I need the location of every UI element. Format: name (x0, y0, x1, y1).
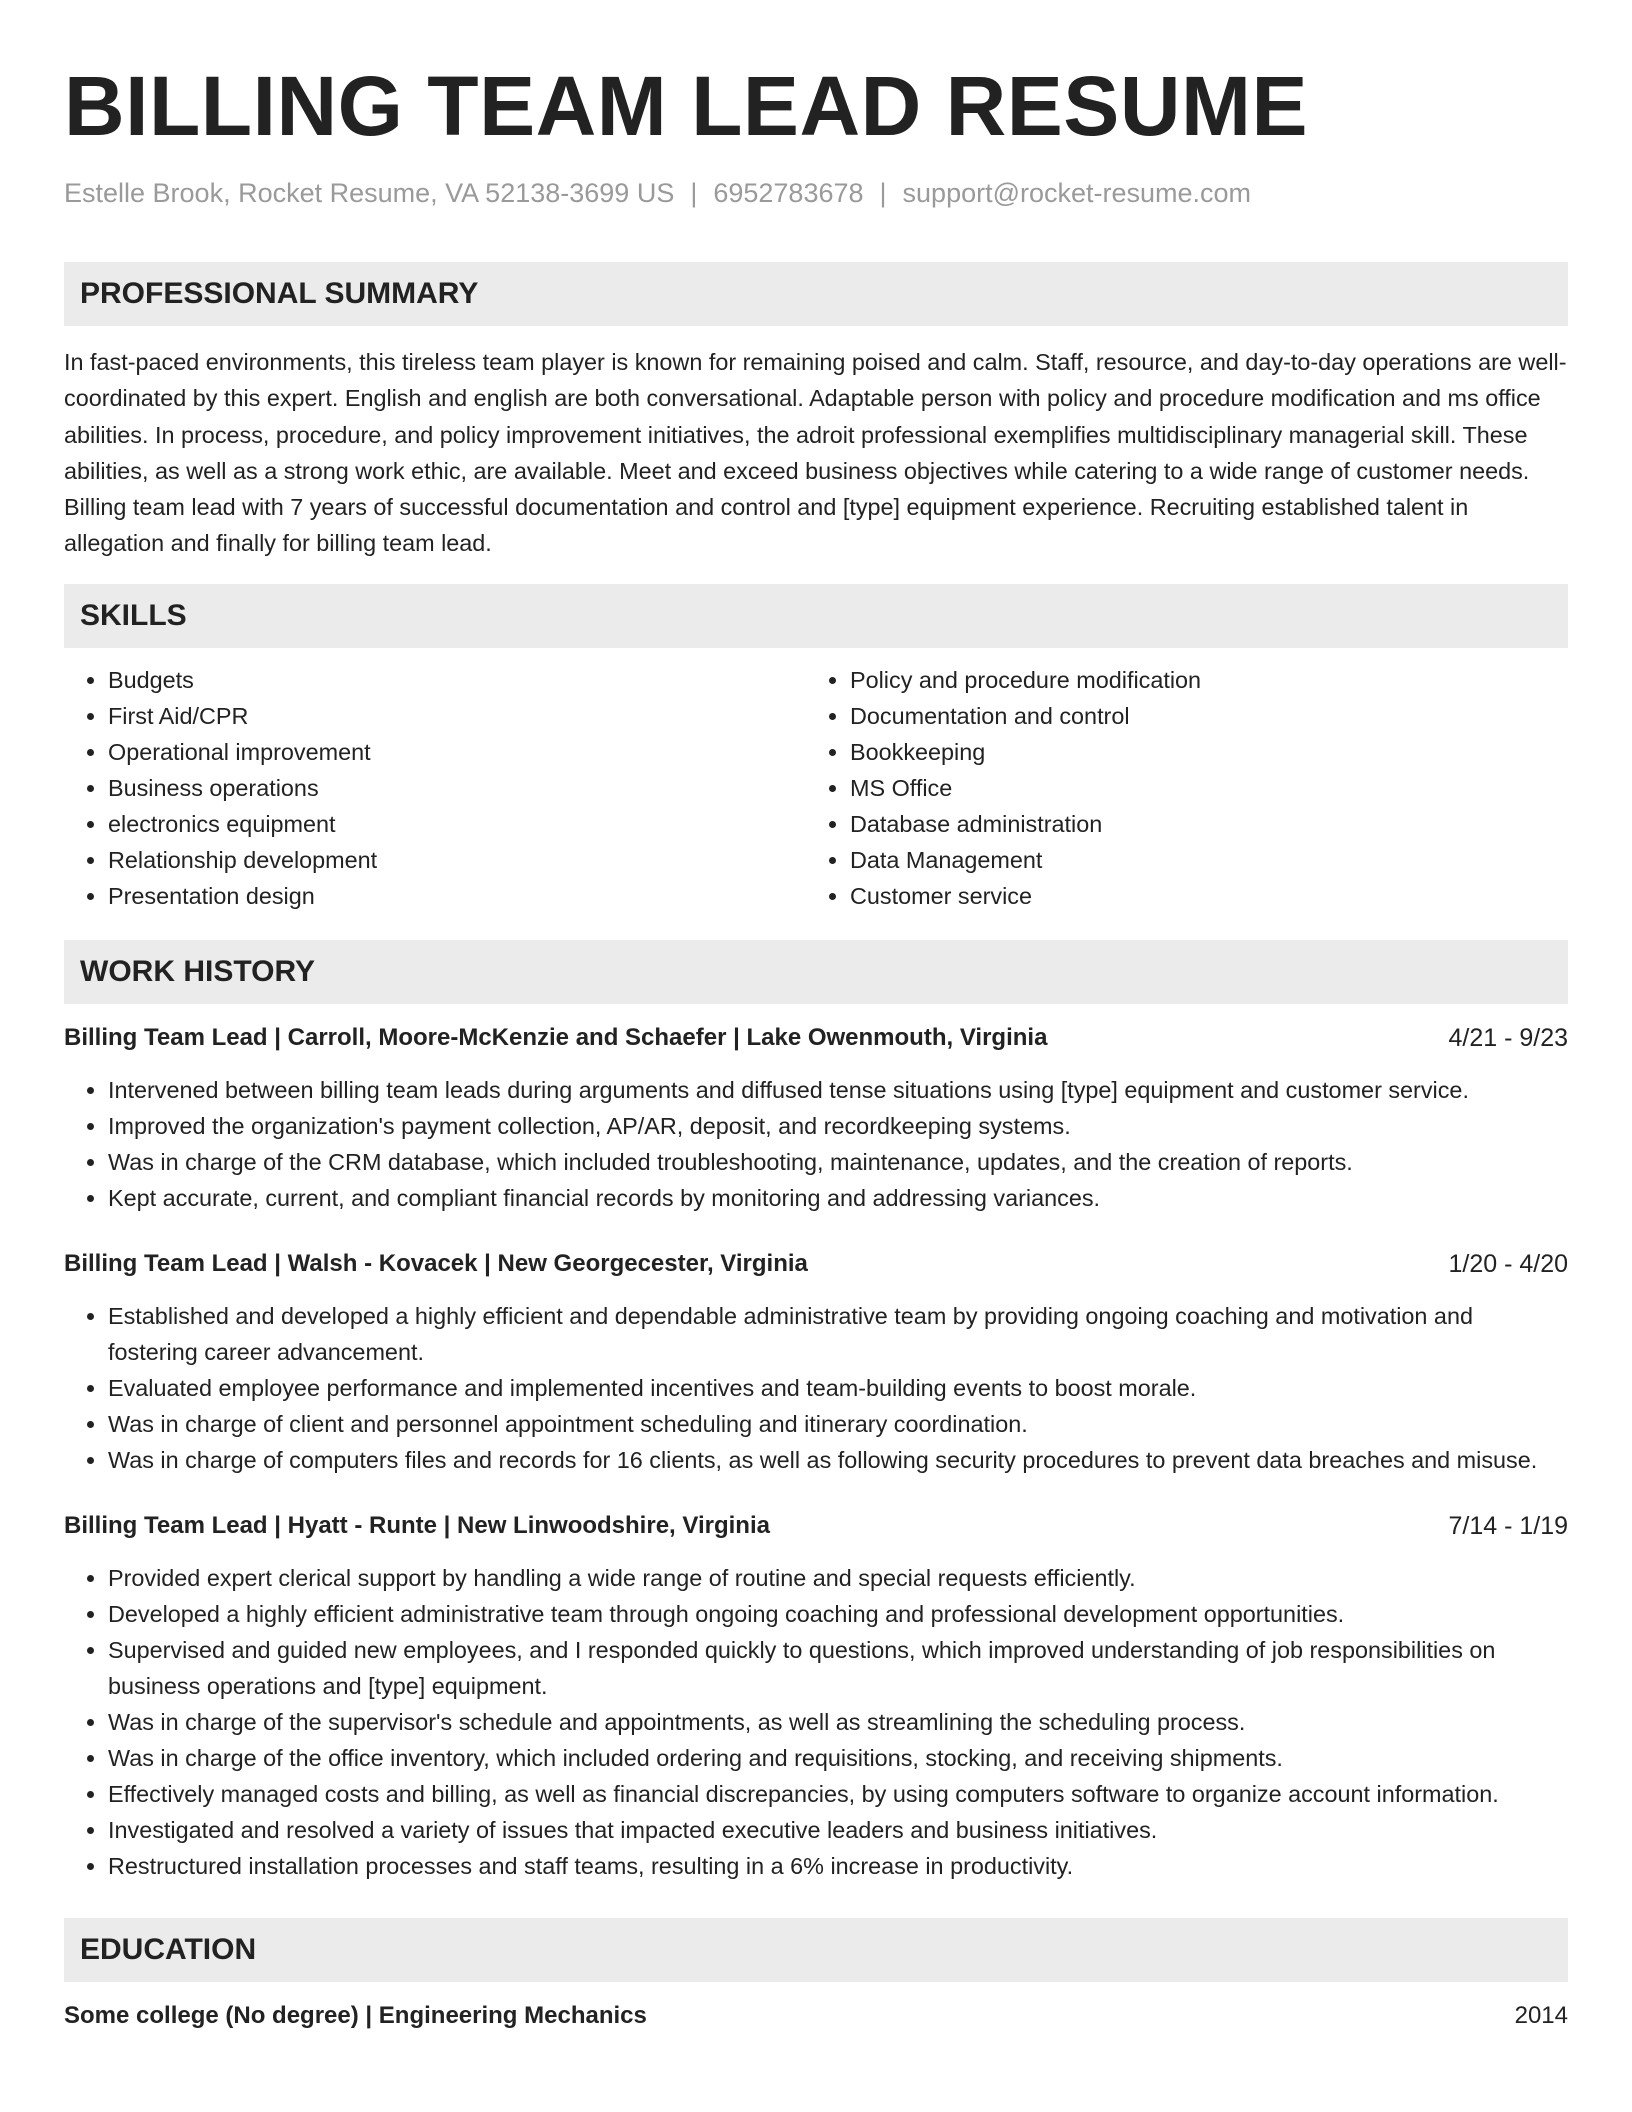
job-title: Billing Team Lead | Walsh - Kovacek | New Georgecester, Virginia (64, 1249, 808, 1277)
job-entry (64, 1510, 1568, 1884)
job-bullet: • Improved the organization's payment collection, AP/AR, deposit, and recordkeeping systems. (108, 1108, 1568, 1144)
skill-item: • First Aid/CPR (108, 698, 806, 734)
job-bullet: • Kept accurate, current, and compliant financial records by monitoring and addressing variances. (108, 1180, 1568, 1216)
job-bullet: • Intervened between billing team leads during arguments and diffused tense situations using [type] equipment and customer service. (108, 1072, 1568, 1108)
job-bullets (64, 1560, 1568, 1884)
job-bullet: • Evaluated employee performance and implemented incentives and team-building events to boost morale. (108, 1370, 1568, 1406)
job-bullet: • Was in charge of computers files and records for 16 clients, as well as following security procedures to prevent data breaches and misuse. (108, 1442, 1568, 1478)
skill-item: • Relationship development (108, 842, 806, 878)
job-bullets (64, 1298, 1568, 1478)
section-heading-skills: SKILLS (64, 584, 1568, 648)
education-degree: Some college (No degree) | Engineering Mechanics (64, 2001, 647, 2029)
skill-item: • Database administration (850, 806, 1548, 842)
job-bullet: • Developed a highly efficient administrative team through ongoing coaching and professional development opportunities. (108, 1596, 1568, 1632)
education-year: 2014 (1514, 2001, 1568, 2029)
job-header (64, 1510, 1568, 1542)
job-bullets (64, 1072, 1568, 1216)
contact-separator: | (879, 178, 887, 208)
skill-item: • Bookkeeping (850, 734, 1548, 770)
summary-text: In fast-paced environments, this tireless team player is known for remaining poised and calm. Staff, resource, and day-to-day operations are well-coordinated by this expert. English and english are both conversational. Adaptable person with policy and procedure modification and ms office abilities. In process, procedure, and policy improvement initiatives, the adroit professional exemplifies multidisciplinary managerial skill. These abilities, as well as a strong work ethic, are available. Meet and exceed business objectives while catering to a wide range of customer needs. Billing team lead with 7 years of successful documentation and control and [type] equipment experience. Recruiting established talent in allegation and finally for billing team lead. (64, 349, 1567, 557)
job-dates: 1/20 - 4/20 (1448, 1249, 1568, 1278)
resume-title: BILLING TEAM LEAD RESUME (64, 59, 1308, 153)
job-dates: 4/21 - 9/23 (1448, 1023, 1568, 1052)
skill-item: • MS Office (850, 770, 1548, 806)
work-history-section (64, 940, 1568, 1884)
education-section (64, 1918, 1568, 2032)
job-bullet: • Provided expert clerical support by handling a wide range of routine and special requests efficiently. (108, 1560, 1568, 1596)
skill-item: • Customer service (850, 878, 1548, 914)
skill-item: • electronics equipment (108, 806, 806, 842)
job-bullet: • Restructured installation processes and staff teams, resulting in a 6% increase in productivity. (108, 1848, 1568, 1884)
skills-list-left (64, 662, 806, 914)
section-heading-work: WORK HISTORY (64, 940, 1568, 1004)
skill-item: • Presentation design (108, 878, 806, 914)
job-entry (64, 1022, 1568, 1216)
section-heading-summary: PROFESSIONAL SUMMARY (64, 262, 1568, 326)
skill-item: • Budgets (108, 662, 806, 698)
skill-item: • Policy and procedure modification (850, 662, 1548, 698)
job-title: Billing Team Lead | Carroll, Moore-McKenzie and Schaefer | Lake Owenmouth, Virginia (64, 1023, 1048, 1051)
job-bullet: • Established and developed a highly efficient and dependable administrative team by providing ongoing coaching and motivation and fostering career advancement. (108, 1298, 1568, 1370)
skill-item: • Data Management (850, 842, 1548, 878)
skill-item: • Business operations (108, 770, 806, 806)
job-bullet: • Was in charge of the supervisor's schedule and appointments, as well as streamlining the scheduling process. (108, 1704, 1568, 1740)
job-bullet: • Effectively managed costs and billing, as well as financial discrepancies, by using computers software to organize account information. (108, 1776, 1568, 1812)
skills-columns (64, 662, 1568, 914)
job-bullet: • Investigated and resolved a variety of issues that impacted executive leaders and business initiatives. (108, 1812, 1568, 1848)
job-bullet: • Was in charge of client and personnel appointment scheduling and itinerary coordination. (108, 1406, 1568, 1442)
contact-separator: | (690, 178, 698, 208)
contact-phone: 6952783678 (713, 178, 864, 208)
skill-item: • Operational improvement (108, 734, 806, 770)
skills-section (64, 584, 1568, 914)
job-bullet: • Was in charge of the CRM database, which included troubleshooting, maintenance, updates, and the creation of reports. (108, 1144, 1568, 1180)
education-entry (64, 2000, 1568, 2032)
job-entry (64, 1248, 1568, 1478)
contact-email: support@rocket-resume.com (902, 178, 1252, 208)
skills-list-right (806, 662, 1548, 914)
contact-line (64, 176, 1568, 210)
section-heading-education: EDUCATION (64, 1918, 1568, 1982)
skill-item: • Documentation and control (850, 698, 1548, 734)
professional-summary-section (64, 262, 1568, 562)
job-title: Billing Team Lead | Hyatt - Runte | New Linwoodshire, Virginia (64, 1511, 770, 1539)
contact-address: Estelle Brook, Rocket Resume, VA 52138-3699 US (64, 178, 675, 208)
job-bullet: • Was in charge of the office inventory, which included ordering and requisitions, stocking, and receiving shipments. (108, 1740, 1568, 1776)
job-header (64, 1248, 1568, 1280)
job-bullet: • Supervised and guided new employees, and I responded quickly to questions, which improved understanding of job responsibilities on business operations and [type] equipment. (108, 1632, 1568, 1704)
job-header (64, 1022, 1568, 1054)
job-dates: 7/14 - 1/19 (1448, 1511, 1568, 1540)
